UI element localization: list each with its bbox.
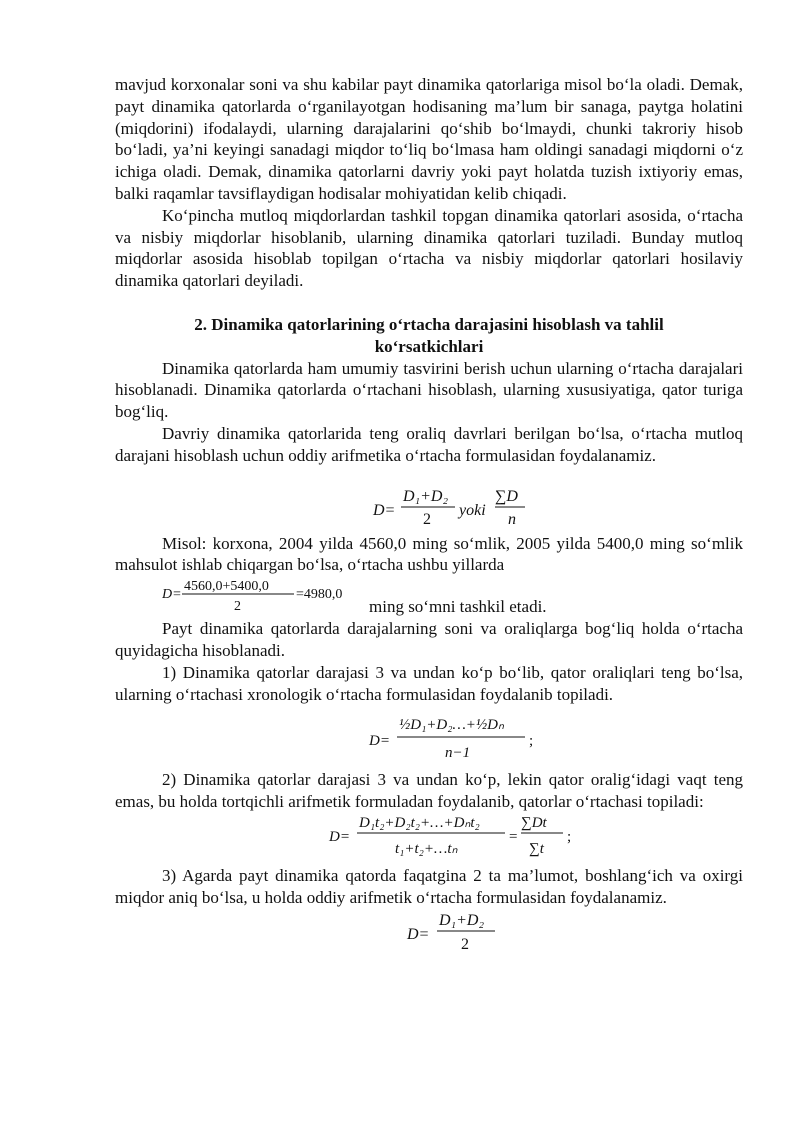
paragraph-7: 1) Dinamika qatorlar darajasi 3 va undan ko‘p bo‘lib, qator oraliqlari teng bo‘lsa, ularning o‘rtachasi xronologik o‘rtacha formulasidan foydalanib topiladi. bbox=[115, 662, 743, 704]
formula-4-svg bbox=[115, 813, 743, 865]
formula-1-numerator: D₁+D₂ bbox=[403, 487, 449, 505]
formula-3-denominator: n−1 bbox=[445, 745, 471, 762]
formula-1-lhs: D= bbox=[373, 501, 396, 519]
formula-4-lhs: D= bbox=[329, 828, 350, 845]
formula-4-numerator: D₁t₂+D₂t₂+…+Dₙt₂ bbox=[359, 814, 480, 831]
section-heading: 2. Dinamika qatorlarining o‘rtacha darajasini hisoblash va tahlil ko‘rsatkichlari bbox=[194, 314, 664, 356]
formula-5-denominator: 2 bbox=[461, 935, 469, 953]
formula-1-denominator: 2 bbox=[423, 510, 431, 528]
formula-5-lhs: D= bbox=[407, 925, 430, 943]
formula-1-svg bbox=[115, 467, 743, 533]
formula-1-word: yoki bbox=[459, 501, 486, 519]
formula-3-end: ; bbox=[529, 733, 534, 750]
formula-2-numerator: 4560,0+5400,0 bbox=[184, 579, 269, 595]
paragraph-3: Dinamika qatorlarda ham umumiy tasvirini berish uchun ularning o‘rtacha darajalari hisoblanadi. Dinamika qatorlarda o‘rtachani hisoblash, ularning xususiyatiga, qator turiga bog‘liq. bbox=[115, 358, 743, 422]
formula-4-denominator: t₁+t₂+…tₙ bbox=[395, 840, 458, 857]
formula-2-lhs: D= bbox=[162, 587, 182, 603]
document-page bbox=[115, 74, 743, 957]
paragraph-8: 2) Dinamika qatorlar darajasi 3 va undan ko‘p, lekin qator oralig‘idagi vaqt teng emas, bu holda tortqichli arifmetik formuladan foydalanib, qatorlar o‘rtachasi topiladi: bbox=[115, 770, 743, 812]
formula-1-sum-denominator: n bbox=[508, 510, 516, 528]
formula-4-equals: = bbox=[509, 828, 518, 845]
formula-1-sum-numerator: ∑D bbox=[495, 487, 518, 505]
formula-4-sum-numerator: ∑Dt bbox=[521, 814, 547, 831]
formula-two-point-average bbox=[115, 909, 743, 957]
formula-3-lhs: D= bbox=[369, 733, 390, 750]
formula-3-numerator: ½D₁+D₂…+½Dₙ bbox=[399, 717, 504, 734]
paragraph-5-tail: ming so‘mni tashkil etadi. bbox=[369, 597, 547, 617]
paragraph-1: mavjud korxonalar soni va shu kabilar payt dinamika qatorlariga misol bo‘la oladi. Demak, payt dinamika qatorlarda o‘rganilayotgan hodisaning ma’lum bir sanaga, paytga holatini (miqdorini) ifodalaydi, ularning darajalarini qo‘shib bo‘lmaydi, chunki takroriy hisob bo‘ladi, ya’ni keyingi sanadagi miqdor to‘liq bo‘lmasa ham oldingi sanadagi miqdorni o‘z ichiga oladi. Demak, dinamika qatorlarni davriy yoki payt holatda tuzish ixtiyoriy emas, balki raqamlar tavsiflaydigan hodisalar mohiyatidan kelib chiqadi. bbox=[115, 75, 743, 203]
formula-4-end: ; bbox=[567, 828, 572, 845]
formula-3-svg bbox=[115, 705, 743, 769]
paragraph-2: Ko‘pincha mutloq miqdorlardan tashkil topgan dinamika qatorlari asosida, o‘rtacha va nisbiy miqdorlar hisoblanib, ularning dinamika qatorlari tuziladi. Bunday mutloq miqdorlar asosida hisoblab topilgan o‘rtacha va nisbiy miqdorlar qatorlari hosilaviy dinamika qatorlari deyiladi. bbox=[115, 205, 743, 291]
formula-simple-average bbox=[115, 467, 743, 533]
formula-4-sum-denominator: ∑t bbox=[529, 840, 544, 857]
formula-2-denominator: 2 bbox=[234, 599, 241, 615]
formula-chronological-average bbox=[115, 705, 743, 769]
formula-5-svg bbox=[115, 909, 743, 957]
formula-2-result: =4980,0 bbox=[296, 587, 343, 603]
paragraph-6: Payt dinamika qatorlarda darajalarning soni va oraliqlarga bog‘liq holda o‘rtacha quyidagicha hisoblanadi. bbox=[115, 619, 743, 660]
formula-weighted-average bbox=[115, 813, 743, 865]
formula-5-numerator: D₁+D₂ bbox=[439, 911, 485, 929]
paragraph-9: 3) Agarda payt dinamika qatorda faqatgina 2 ta ma’lumot, boshlang‘ich va oxirgi miqdor aniq bo‘lsa, u holda oddiy arifmetik o‘rtacha formulasidan foydalanamiz. bbox=[115, 865, 743, 907]
formula-example bbox=[115, 576, 743, 618]
paragraph-5: Misol: korxona, 2004 yilda 4560,0 ming so‘mlik, 2005 yilda 5400,0 ming so‘mlik mahsulot ishlab chiqargan bo‘lsa, o‘rtacha ushbu yillarda bbox=[115, 533, 743, 575]
paragraph-4: Davriy dinamika qatorlarida teng oraliq davrlari berilgan bo‘lsa, o‘rtacha mutloq darajani hisoblash uchun oddiy arifmetika o‘rtacha formulasidan foydalanamiz. bbox=[115, 423, 743, 465]
